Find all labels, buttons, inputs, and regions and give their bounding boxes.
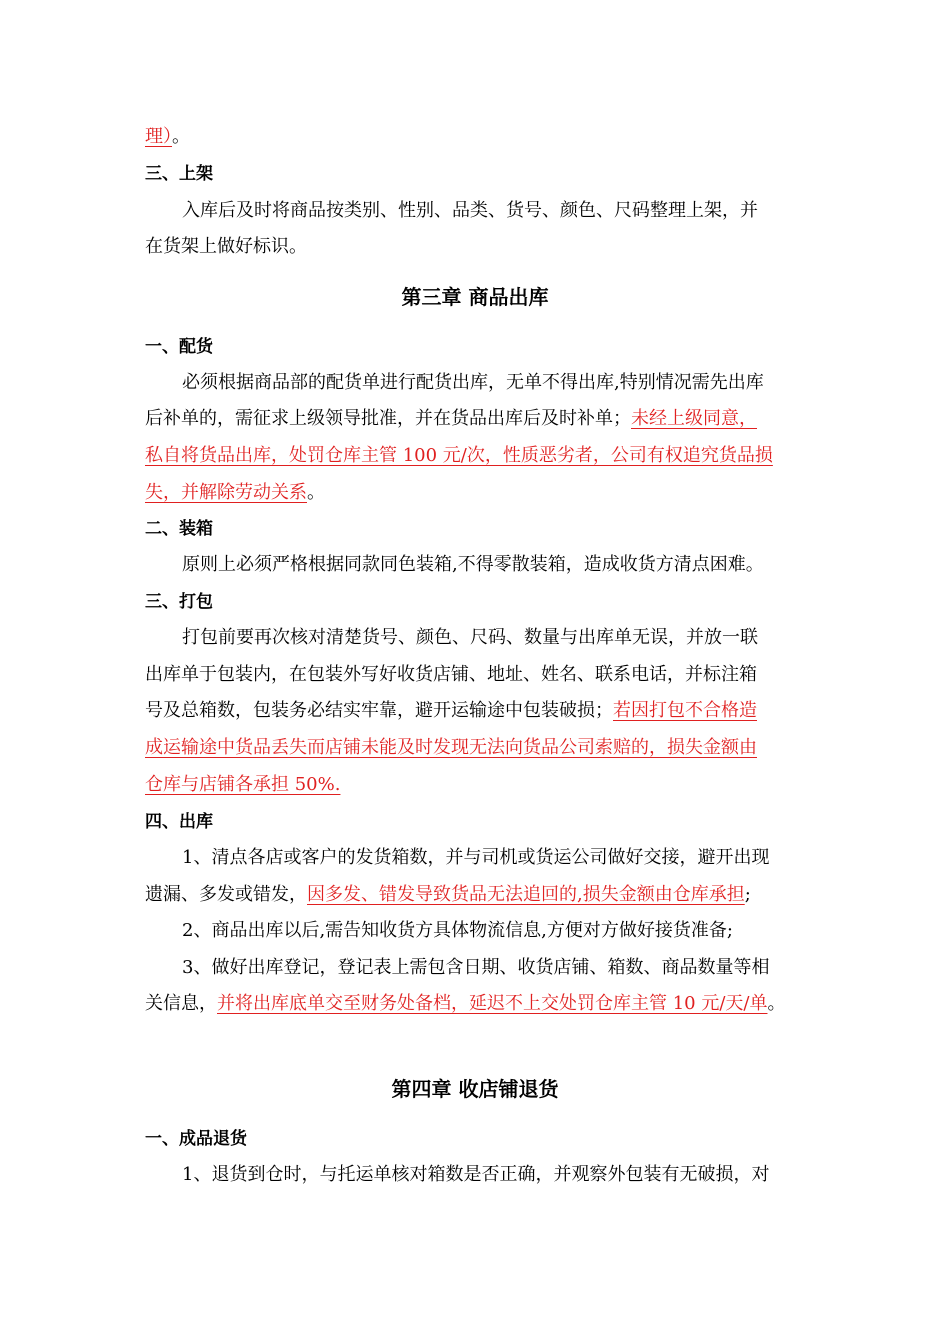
text: 遗漏、多发或错发， <box>145 884 307 905</box>
red-underlined-text: 若因打包不合格造 <box>613 700 757 721</box>
paragraph-line <box>145 406 810 432</box>
text: 。 <box>172 126 190 147</box>
text: 。 <box>767 993 786 1014</box>
text: ; <box>744 884 751 905</box>
section-heading: 三、上架 <box>145 164 213 184</box>
paragraph-line: 3、做好出库登记，登记表上需包含日期、收货店铺、箱数、商品数量等相 <box>182 957 770 978</box>
paragraph-line: 在货架上做好标识。 <box>145 236 307 257</box>
section-heading: 一、配货 <box>145 337 213 357</box>
chapter-title: 第三章 商品出库 <box>401 285 549 309</box>
paragraph-line <box>145 480 810 506</box>
section-heading: 二、装箱 <box>145 519 213 539</box>
chapter-title: 第四章 收店铺退货 <box>391 1077 559 1101</box>
red-underlined-text: 理） <box>145 126 172 147</box>
text: 关信息， <box>145 993 217 1014</box>
paragraph-line <box>145 735 810 761</box>
paragraph-line <box>145 772 810 798</box>
paragraph-line: 出库单于包装内，在包装外写好收货店铺、地址、姓名、联系电话，并标注箱 <box>145 664 757 685</box>
paragraph-line <box>145 882 810 908</box>
paragraph-line: 1、清点各店或客户的发货箱数，并与司机或货运公司做好交接，避开出现 <box>182 847 770 868</box>
red-underlined-text: 因多发、错发导致货品无法追回的,损失金额由仓库承担 <box>307 884 745 905</box>
paragraph-line <box>145 991 810 1017</box>
paragraph-line <box>145 443 810 469</box>
red-underlined-text: 仓库与店铺各承担 50%. <box>145 774 341 795</box>
text: 。 <box>307 482 325 503</box>
paragraph-line: 打包前要再次核对清楚货号、颜色、尺码、数量与出库单无误，并放一联 <box>182 627 758 648</box>
paragraph-line: 2、商品出库以后,需告知收货方具体物流信息,方便对方做好接货准备; <box>182 920 733 941</box>
paragraph-line <box>145 124 810 150</box>
paragraph-line: 1、退货到仓时，与托运单核对箱数是否正确，并观察外包装有无破损，对 <box>182 1164 770 1185</box>
section-heading: 三、打包 <box>145 592 213 612</box>
section-heading: 四、出库 <box>145 812 213 832</box>
red-underlined-text: 未经上级同意， <box>631 408 757 429</box>
red-underlined-text: 私自将货品出库，处罚仓库主管 100 元/次，性质恶劣者，公司有权追究货品损 <box>145 445 773 466</box>
paragraph-line: 原则上必须严格根据同款同色装箱,不得零散装箱，造成收货方清点困难。 <box>182 554 764 575</box>
paragraph-line <box>145 698 810 724</box>
text: 后补单的，需征求上级领导批准，并在货品出库后及时补单； <box>145 408 631 429</box>
paragraph-line: 入库后及时将商品按类别、性别、品类、货号、颜色、尺码整理上架，并 <box>182 200 758 221</box>
red-underlined-text: 并将出库底单交至财务处备档，延迟不上交处罚仓库主管 10 元/天/单 <box>217 993 768 1014</box>
red-underlined-text: 成运输途中货品丢失而店铺未能及时发现无法向货品公司索赔的，损失金额由 <box>145 737 757 758</box>
paragraph-line: 必须根据商品部的配货单进行配货出库，无单不得出库,特别情况需先出库 <box>182 372 764 393</box>
text: 号及总箱数，包装务必结实牢靠，避开运输途中包装破损； <box>145 700 613 721</box>
red-underlined-text: 失，并解除劳动关系 <box>145 482 307 503</box>
section-heading: 一、成品退货 <box>145 1129 247 1149</box>
